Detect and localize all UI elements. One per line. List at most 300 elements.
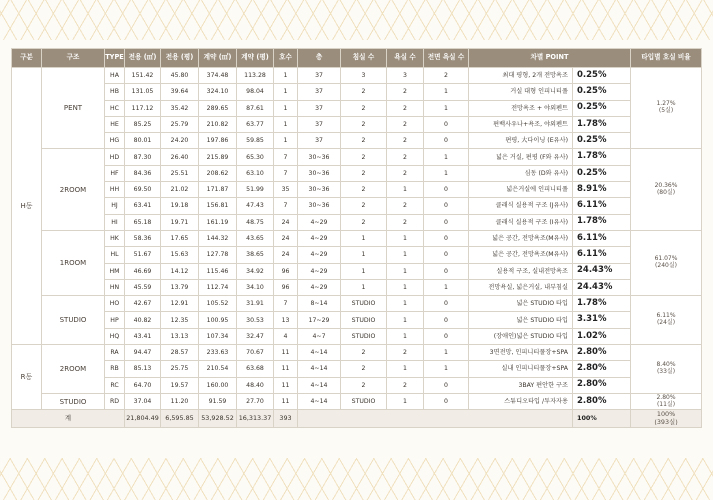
table-row [12,100,702,116]
front-bathrooms-cell: 0 [424,263,469,279]
table-row [12,377,702,393]
floor-cell: 30~36 [298,149,341,165]
table-row [12,345,702,361]
structure-label: PENT [42,68,105,149]
table-row [12,296,702,312]
exclusive-pyeong-cell: 25.75 [161,361,199,377]
floor-cell: 30~36 [298,182,341,198]
bedrooms-cell: 2 [341,165,387,181]
contract-pyeong-cell: 63.68 [237,361,274,377]
header-type: TYPE [105,49,125,68]
units-cell: 11 [274,361,298,377]
background-pattern-top [0,0,713,40]
group-ratio-count: (24실) [656,319,676,327]
front-bathrooms-cell: 0 [424,116,469,132]
exclusive-pyeong-cell: 12.35 [161,312,199,328]
contract-pyeong-cell: 70.67 [237,345,274,361]
front-bathrooms-cell: 0 [424,312,469,328]
contract-m2-cell: 197.86 [199,133,237,149]
units-cell: 35 [274,182,298,198]
feature-cell: 넓은거실에 인피니티풀 [469,182,573,198]
bedrooms-cell: STUDIO [341,296,387,312]
type-cell: HL [105,247,125,263]
contract-m2-cell: 171.87 [199,182,237,198]
feature-cell: 스튜디오타입 /투자자용 [469,393,573,409]
percent-cell: 8.91% [573,182,631,198]
percent-cell: 24.43% [573,263,631,279]
header-contract-m2: 계약 (㎡) [199,49,237,68]
units-cell: 11 [274,345,298,361]
contract-pyeong-cell: 34.92 [237,263,274,279]
contract-pyeong-cell: 98.04 [237,84,274,100]
contract-pyeong-cell: 65.30 [237,149,274,165]
feature-cell: 편백사우나+욕조, 야외펜트 [469,116,573,132]
total-contract-m2: 53,928.52 [199,410,237,428]
exclusive-pyeong-cell: 12.91 [161,296,199,312]
units-cell: 7 [274,149,298,165]
bathrooms-cell: 1 [387,263,424,279]
bedrooms-cell: 2 [341,100,387,116]
units-cell: 1 [274,133,298,149]
exclusive-m2-cell: 85.25 [125,116,161,132]
bedrooms-cell: STUDIO [341,393,387,409]
bedrooms-cell: 2 [341,377,387,393]
contract-pyeong-cell: 63.77 [237,116,274,132]
units-cell: 4 [274,328,298,344]
header-bathrooms: 욕실 수 [387,49,424,68]
percent-cell: 24.43% [573,279,631,295]
exclusive-m2-cell: 45.59 [125,279,161,295]
bathrooms-cell: 1 [387,312,424,328]
header-bedrooms: 침실 수 [341,49,387,68]
header-row [12,49,702,68]
table-row [12,133,702,149]
feature-cell: 전망욕조 + 야외펜트 [469,100,573,116]
bathrooms-cell: 1 [387,328,424,344]
bathrooms-cell: 2 [387,149,424,165]
bedrooms-cell: 2 [341,198,387,214]
type-cell: HD [105,149,125,165]
units-cell: 96 [274,279,298,295]
exclusive-m2-cell: 85.13 [125,361,161,377]
type-cell: HG [105,133,125,149]
table-row [12,230,702,246]
table-row [12,263,702,279]
table-row [12,312,702,328]
feature-cell: 거실 대형 인피니티풀 [469,84,573,100]
floor-cell: 30~36 [298,165,341,181]
floor-cell: 8~14 [298,296,341,312]
bathrooms-cell: 2 [387,84,424,100]
background-pattern-bottom [0,458,713,500]
type-cell: HH [105,182,125,198]
exclusive-pyeong-cell: 25.79 [161,116,199,132]
exclusive-m2-cell: 69.50 [125,182,161,198]
contract-m2-cell: 107.34 [199,328,237,344]
bedrooms-cell: 2 [341,133,387,149]
exclusive-pyeong-cell: 39.64 [161,84,199,100]
type-cell: HE [105,116,125,132]
contract-m2-cell: 144.32 [199,230,237,246]
percent-cell: 0.25% [573,133,631,149]
contract-m2-cell: 127.78 [199,247,237,263]
structure-label: 2ROOM [42,149,105,230]
bathrooms-cell: 2 [387,377,424,393]
contract-m2-cell: 210.82 [199,116,237,132]
feature-cell: 클래식 실용적 구조 (I유사) [469,214,573,230]
units-cell: 1 [274,84,298,100]
floor-cell: 37 [298,116,341,132]
exclusive-m2-cell: 84.36 [125,165,161,181]
front-bathrooms-cell: 0 [424,133,469,149]
bathrooms-cell: 2 [387,100,424,116]
bedrooms-cell: 2 [341,84,387,100]
contract-pyeong-cell: 27.70 [237,393,274,409]
bathrooms-cell: 1 [387,182,424,198]
contract-pyeong-cell: 113.28 [237,68,274,84]
percent-cell: 2.80% [573,393,631,409]
bathrooms-cell: 1 [387,279,424,295]
bedrooms-cell: 2 [341,361,387,377]
bathrooms-cell: 1 [387,393,424,409]
exclusive-m2-cell: 46.69 [125,263,161,279]
total-percent: 100% [573,410,631,428]
table-row [12,214,702,230]
percent-cell: 1.78% [573,296,631,312]
percent-cell: 2.80% [573,377,631,393]
floor-cell: 4~29 [298,247,341,263]
header-exclusive-m2: 전용 (㎡) [125,49,161,68]
contract-m2-cell: 161.19 [199,214,237,230]
group-ratio [631,393,702,409]
contract-pyeong-cell: 63.10 [237,165,274,181]
type-cell: HJ [105,198,125,214]
front-bathrooms-cell: 2 [424,68,469,84]
total-blank [298,410,573,428]
exclusive-m2-cell: 42.67 [125,296,161,312]
units-cell: 7 [274,198,298,214]
type-cell: HC [105,100,125,116]
exclusive-pyeong-cell: 19.18 [161,198,199,214]
group-ratio-percent: 61.07% [654,255,678,263]
exclusive-pyeong-cell: 19.57 [161,377,199,393]
contract-m2-cell: 208.62 [199,165,237,181]
exclusive-pyeong-cell: 24.20 [161,133,199,149]
group-ratio [631,149,702,230]
floor-cell: 4~29 [298,279,341,295]
exclusive-pyeong-cell: 35.42 [161,100,199,116]
percent-cell: 1.78% [573,214,631,230]
contract-pyeong-cell: 59.85 [237,133,274,149]
group-ratio [631,345,702,394]
contract-pyeong-cell: 47.43 [237,198,274,214]
floor-cell: 30~36 [298,198,341,214]
feature-cell: 실내 인피니티풀장+SPA [469,361,573,377]
feature-cell: 클래식 실용적 구조 (J유사) [469,198,573,214]
exclusive-m2-cell: 80.01 [125,133,161,149]
table-row [12,361,702,377]
front-bathrooms-cell: 0 [424,377,469,393]
exclusive-m2-cell: 117.12 [125,100,161,116]
exclusive-pyeong-cell: 21.02 [161,182,199,198]
group-ratio-percent: 2.80% [656,393,676,401]
bedrooms-cell: 2 [341,214,387,230]
exclusive-pyeong-cell: 15.63 [161,247,199,263]
header-distinction-point: 차별 POINT [469,49,631,68]
front-bathrooms-cell: 1 [424,279,469,295]
type-cell: RD [105,393,125,409]
group-ratio-count: (11실) [656,400,676,408]
header-type-ratio: 타입별 호실 비율 [631,49,702,68]
header-contract-pyeong: 계약 (평) [237,49,274,68]
bathrooms-cell: 2 [387,116,424,132]
total-contract-pyeong: 16,313.37 [237,410,274,428]
table-row [12,247,702,263]
contract-pyeong-cell: 30.53 [237,312,274,328]
type-cell: HP [105,312,125,328]
exclusive-m2-cell: 51.67 [125,247,161,263]
contract-pyeong-cell: 48.40 [237,377,274,393]
exclusive-m2-cell: 40.82 [125,312,161,328]
group-ratio-count: (33실) [656,367,676,375]
header-floor: 층 [298,49,341,68]
contract-pyeong-cell: 34.10 [237,279,274,295]
units-cell: 13 [274,312,298,328]
contract-m2-cell: 91.59 [199,393,237,409]
floor-cell: 4~14 [298,393,341,409]
contract-m2-cell: 115.46 [199,263,237,279]
total-row [12,410,702,428]
units-cell: 1 [274,116,298,132]
bathrooms-cell: 1 [387,230,424,246]
building-label: H동 [12,68,42,345]
group-ratio-count: (5실) [658,107,674,115]
units-cell: 11 [274,393,298,409]
floor-cell: 37 [298,100,341,116]
bathrooms-cell: 2 [387,345,424,361]
percent-cell: 2.80% [573,345,631,361]
total-units: 393 [274,410,298,428]
contract-pyeong-cell: 38.65 [237,247,274,263]
exclusive-m2-cell: 94.47 [125,345,161,361]
group-ratio [631,68,702,149]
type-cell: HN [105,279,125,295]
type-cell: RB [105,361,125,377]
units-cell: 7 [274,165,298,181]
exclusive-m2-cell: 37.04 [125,393,161,409]
floor-cell: 4~29 [298,214,341,230]
bathrooms-cell: 1 [387,296,424,312]
feature-cell: 넓은 거실, 편평 (F와 유사) [469,149,573,165]
exclusive-m2-cell: 87.30 [125,149,161,165]
total-ratio [631,410,702,428]
contract-m2-cell: 112.74 [199,279,237,295]
feature-cell: 넓은 STUDIO 타입 [469,312,573,328]
bathrooms-cell: 3 [387,68,424,84]
front-bathrooms-cell: 1 [424,149,469,165]
type-cell: HA [105,68,125,84]
floor-cell: 37 [298,84,341,100]
type-cell: HM [105,263,125,279]
bedrooms-cell: STUDIO [341,312,387,328]
bathrooms-cell: 2 [387,214,424,230]
header-exclusive-pyeong: 전용 (평) [161,49,199,68]
group-ratio-percent: 8.40% [656,361,676,369]
contract-pyeong-cell: 87.61 [237,100,274,116]
header-division: 구분 [12,49,42,68]
contract-m2-cell: 324.10 [199,84,237,100]
exclusive-m2-cell: 151.42 [125,68,161,84]
units-cell: 11 [274,377,298,393]
floor-cell: 4~14 [298,377,341,393]
bedrooms-cell: 1 [341,247,387,263]
floor-cell: 4~7 [298,328,341,344]
bedrooms-cell: 2 [341,182,387,198]
header-structure: 구조 [42,49,105,68]
table-row [12,393,702,409]
exclusive-pyeong-cell: 13.13 [161,328,199,344]
bedrooms-cell: 1 [341,263,387,279]
group-ratio-count: (240실) [655,262,677,270]
group-ratio-percent: 6.11% [656,312,676,320]
group-ratio [631,230,702,295]
exclusive-m2-cell: 43.41 [125,328,161,344]
table-row [12,328,702,344]
contract-m2-cell: 156.81 [199,198,237,214]
units-cell: 1 [274,68,298,84]
table-body [12,68,702,428]
feature-cell: 최대 평형, 2개 전망욕조 [469,68,573,84]
table-row [12,165,702,181]
percent-cell: 0.25% [573,84,631,100]
exclusive-pyeong-cell: 14.12 [161,263,199,279]
type-cell: HO [105,296,125,312]
exclusive-pyeong-cell: 13.79 [161,279,199,295]
front-bathrooms-cell: 0 [424,393,469,409]
units-cell: 96 [274,263,298,279]
feature-cell: 실용적 구조, 실내전망욕조 [469,263,573,279]
unit-type-table [11,48,702,428]
contract-m2-cell: 160.00 [199,377,237,393]
total-exclusive-pyeong: 6,595.85 [161,410,199,428]
bathrooms-cell: 1 [387,247,424,263]
building-label: R동 [12,345,42,410]
bathrooms-cell: 2 [387,165,424,181]
contract-m2-cell: 100.95 [199,312,237,328]
exclusive-pyeong-cell: 19.71 [161,214,199,230]
exclusive-m2-cell: 63.41 [125,198,161,214]
feature-cell: 넓은 STUDIO 타입 [469,296,573,312]
table-row [12,279,702,295]
floor-cell: 4~14 [298,361,341,377]
percent-cell: 1.78% [573,116,631,132]
total-ratio-count: (393실) [654,417,678,426]
floor-cell: 37 [298,133,341,149]
front-bathrooms-cell: 0 [424,182,469,198]
feature-cell: 심동 (D와 유사) [469,165,573,181]
type-cell: HF [105,165,125,181]
exclusive-m2-cell: 131.05 [125,84,161,100]
floor-cell: 17~29 [298,312,341,328]
front-bathrooms-cell: 0 [424,230,469,246]
units-cell: 24 [274,230,298,246]
type-cell: HQ [105,328,125,344]
type-cell: RA [105,345,125,361]
percent-cell: 6.11% [573,247,631,263]
floor-cell: 4~29 [298,263,341,279]
exclusive-m2-cell: 64.70 [125,377,161,393]
type-cell: HI [105,214,125,230]
bedrooms-cell: 2 [341,345,387,361]
table-header [12,49,702,68]
percent-cell: 3.31% [573,312,631,328]
bathrooms-cell: 2 [387,133,424,149]
table-row [12,149,702,165]
structure-label: STUDIO [42,393,105,409]
units-cell: 24 [274,247,298,263]
bedrooms-cell: 3 [341,68,387,84]
bedrooms-cell: 2 [341,149,387,165]
contract-m2-cell: 289.65 [199,100,237,116]
percent-cell: 2.80% [573,361,631,377]
table-row [12,68,702,84]
percent-cell: 0.25% [573,100,631,116]
exclusive-pyeong-cell: 45.80 [161,68,199,84]
contract-m2-cell: 210.54 [199,361,237,377]
front-bathrooms-cell: 0 [424,214,469,230]
group-ratio-count: (80실) [656,188,676,196]
feature-cell: 3면전망, 인피니티풀장+SPA [469,345,573,361]
bedrooms-cell: STUDIO [341,328,387,344]
front-bathrooms-cell: 1 [424,165,469,181]
bedrooms-cell: 1 [341,230,387,246]
unit-type-table-container [11,48,701,428]
front-bathrooms-cell: 0 [424,296,469,312]
front-bathrooms-cell: 1 [424,361,469,377]
header-units: 호수 [274,49,298,68]
feature-cell: 넓은 공간, 전망욕조(M유사) [469,230,573,246]
bedrooms-cell: 1 [341,279,387,295]
group-ratio-percent: 20.36% [654,181,678,189]
floor-cell: 4~14 [298,345,341,361]
front-bathrooms-cell: 1 [424,345,469,361]
total-exclusive-m2: 21,804.49 [125,410,161,428]
table-row [12,182,702,198]
total-label: 계 [12,410,125,428]
contract-pyeong-cell: 31.91 [237,296,274,312]
exclusive-pyeong-cell: 11.20 [161,393,199,409]
feature-cell: 편평, 大다이닝 (E유사) [469,133,573,149]
front-bathrooms-cell: 1 [424,100,469,116]
percent-cell: 6.11% [573,198,631,214]
units-cell: 24 [274,214,298,230]
exclusive-pyeong-cell: 17.65 [161,230,199,246]
feature-cell: 3BAY 편안한 구조 [469,377,573,393]
bathrooms-cell: 1 [387,361,424,377]
front-bathrooms-cell: 0 [424,328,469,344]
header-front-bathrooms: 전면 욕실 수 [424,49,469,68]
exclusive-pyeong-cell: 28.57 [161,345,199,361]
contract-pyeong-cell: 48.75 [237,214,274,230]
units-cell: 7 [274,296,298,312]
feature-cell: 넓은 공간, 전망욕조(M유사) [469,247,573,263]
table-row [12,84,702,100]
front-bathrooms-cell: 0 [424,198,469,214]
contract-m2-cell: 374.48 [199,68,237,84]
percent-cell: 1.02% [573,328,631,344]
contract-m2-cell: 215.89 [199,149,237,165]
feature-cell: (장애인)넓은 STUDIO 타입 [469,328,573,344]
